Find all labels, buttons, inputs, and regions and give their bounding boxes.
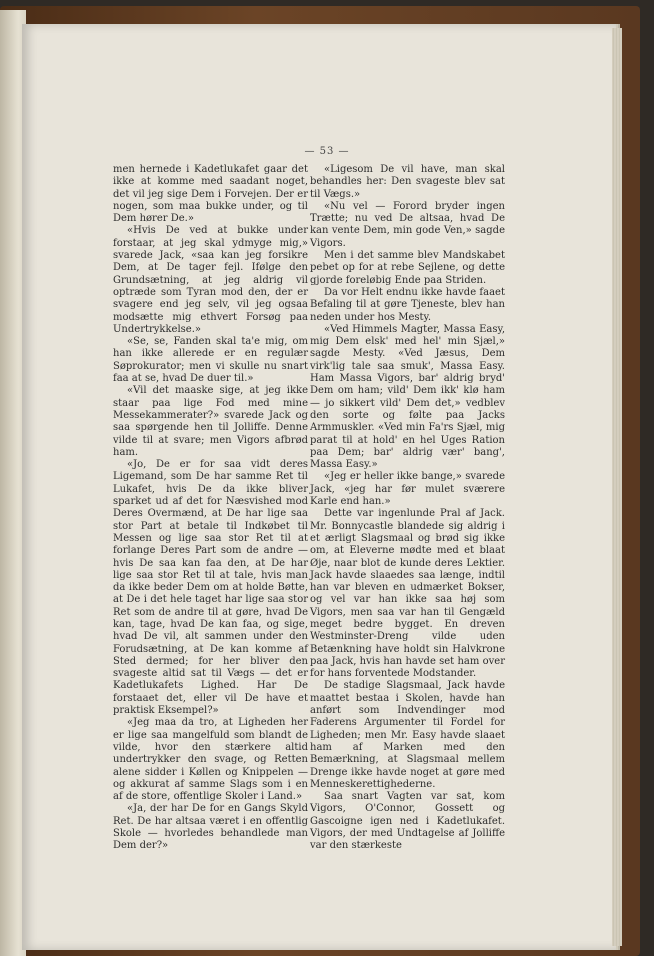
page-number: — 53 — [304,146,350,157]
paragraph: «Jeg er heller ikke bange,» svarede Jack, «jeg har før mulet sværere Karle end han.» [310,471,505,508]
paragraph: «Ja, der har De for en Gangs Skyld Ret. De har altsaa været i en offentlig Skole — hvorledes behandlede man Dem der?» [113,803,308,852]
paragraph: Saa snart Vagten var sat, kom Vigors, O'Connor, Gossett og Gascoigne igen ned i Kadetlukafet. Vigors, der med Undtagelse af Jolliffe var den stærkeste [310,791,505,852]
paragraph: «Vil det maaske sige, at jeg ikke staar paa lige Fod med mine Messekammerater?» svarede Jack og saa spørgende hen til Jolliffe. Denne vilde til at svare; men Vigors afbrød ham. [113,385,308,458]
right-text-column [310,164,505,853]
paragraph: De stadige Slagsmaal, Jack havde maattet bestaa i Skolen, havde han anført som Indvendinger mod Faderens Argumenter til Fordel for Ligheden; men Mr. Easy havde slaaet ham af Marken med den Bemærkning, at Slagsmaal mellem Drenge ikke havde noget at gøre med Menneskerettighederne. [310,680,505,790]
paragraph: Da vor Helt endnu ikke havde faaet Befaling til at gøre Tjeneste, blev han neden under hos Mesty. [310,286,505,323]
paragraph: «Hvis De ved at bukke under forstaar, at jeg skal ydmyge mig,» svarede Jack, «saa kan jeg forsikre Dem, at De tager fejl. Ifølge den Grundsætning, at jeg aldrig vil optræde som Tyran mod den, der er svagere end jeg selv, vil jeg ogsaa modsætte mig ethvert Forsøg paa Undertrykkelse.» [113,225,308,335]
paragraph: «Nu vel — Forord bryder ingen Trætte; nu ved De altsaa, hvad De kan vente Dem, min gode Ven,» sagde Vigors. [310,200,505,249]
paragraph: «Jeg maa da tro, at Ligheden her er lige saa mangelfuld som blandt de vilde, hvor den stærkere altid undertrykker den svage, og Retten alene sidder i Køllen og Knippelen — og akkurat af samme Slags som i en af de store, offentlige Skoler i Land.» [113,717,308,803]
paragraph: Dette var ingenlunde Pral af Jack. Mr. Bonnycastle blandede sig aldrig i et ærligt Slagsmaal og brød sig ikke om, at Eleverne mødte med et blaat Øje, naar blot de kunde deres Lektier. Jack havde slaaedes saa længe, indtil han var bleven en udmærket Bokser, og vel var han ikke saa høj som Vigors, men saa var han til Gengæld meget bedre bygget. En dreven Westminster-Dreng vilde uden Betænkning have holdt sin Halvkrone paa Jack, hvis han havde set ham over for hans forventede Modstander. [310,508,505,680]
left-text-column [113,164,308,853]
paragraph: «Se, se, Fanden skal ta'e mig, om han ikke allerede er en regulær Søprokurator; men vi skulle nu snart faa at se, hvad De duer til.» [113,336,308,385]
page-stack-edge [612,28,622,946]
paragraph: «Ligesom De vil have, man skal behandles her: Den svageste blev sat til Vægs.» [310,164,505,200]
paragraph: Men i det samme blev Mandskabet pebet op for at rebe Sejlene, og dette gjorde foreløbig Ende paa Striden. [310,250,505,286]
paragraph: «Jo, De er for saa vidt deres Ligemand, som De har samme Ret til Lukafet, hvis De da ikke bliver sparket ud af det for Næsvished mod Deres Overmænd, at De har lige saa stor Part at betale til Indkøbet til Messen og lige saa stor Ret til at forlange Deres Part som de andre — hvis De saa kan faa den, at De har lige saa stor Ret til at tale, hvis man da ikke beder Dem om at holde Bøtte, at De i det hele taget har lige saa stor Ret som de andre til at gøre, hvad De kan, tage, hvad De kan faa, og sige, hvad De vil, alt sammen under den Forudsætning, at De kan komme af Sted dermed; for her bliver den svageste altid sat til Vægs — det er Kadetlukafets Lighed. Har De forstaaet det, eller vil De have et praktisk Eksempel?» [113,459,308,717]
paragraph: men hernede i Kadetlukafet gaar det ikke at komme med saadant noget, det vil jeg sige Dem i Forvejen. Der er nogen, som maa bukke under, og til Dem hører De.» [113,164,308,225]
paragraph: «Ved Himmels Magter, Massa Easy, mig Dem elsk' med hel' min Sjæl,» sagde Mesty. «Ved Jæsus, Dem virk'lig tale saa smuk', Massa Easy. Ham Massa Vigors, bar' aldrig bryd' Dem om ham; vild' Dem ikk' klø ham — jo sikkert vild' Dem det,» vedblev den sorte og følte paa Jacks Armmuskler. «Ved min Fa'rs Sjæl, mig parat til at hold' en hel Uges Ration paa Dem; bar' aldrig vær' bang', Massa Easy.» [310,323,505,471]
